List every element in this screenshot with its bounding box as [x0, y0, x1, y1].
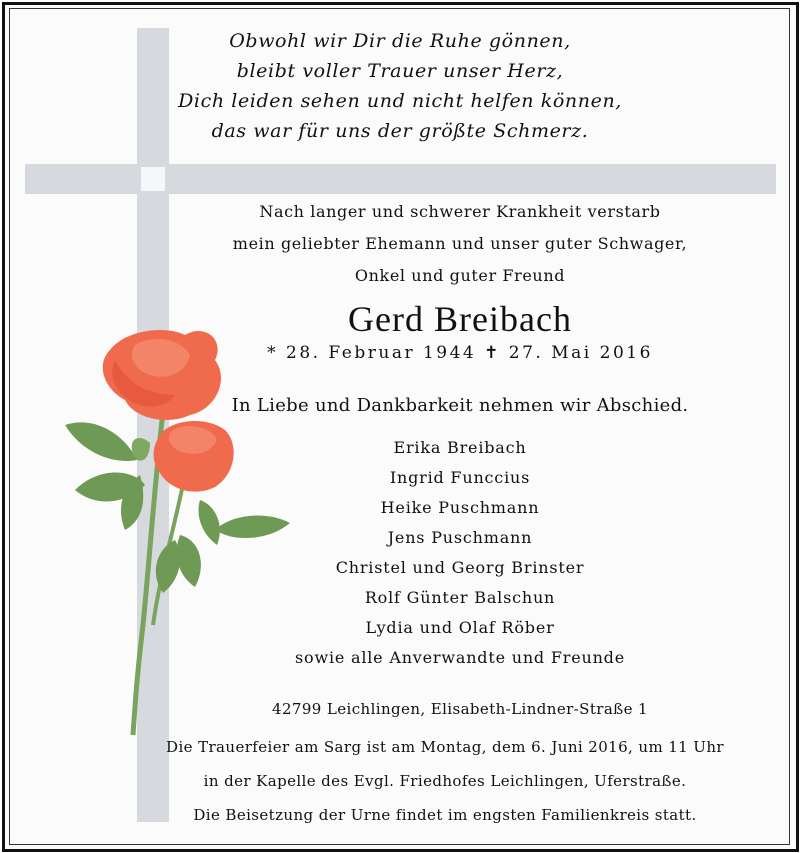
- mourner-name: Heike Puschmann: [380, 498, 540, 517]
- farewell-text: In Liebe und Dankbarkeit nehmen wir Abschied.: [231, 395, 689, 416]
- mourner-name: Lydia und Olaf Röber: [365, 618, 555, 637]
- poem-line: das war für uns der größte Schmerz.: [211, 120, 589, 142]
- deceased-name: Gerd Breibach: [348, 299, 572, 339]
- announcement-line: mein geliebter Ehemann und unser guter Schwager,: [232, 234, 688, 253]
- cross-crossbar: [25, 164, 776, 194]
- announcement-line: Onkel und guter Freund: [354, 266, 566, 285]
- mourner-name: sowie alle Anverwandte und Freunde: [295, 648, 625, 667]
- mourner-name: Christel und Georg Brinster: [335, 558, 585, 577]
- announcement-line: Nach langer und schwerer Krankheit verstarb: [259, 202, 661, 221]
- poem-line: Obwohl wir Dir die Ruhe gönnen,: [229, 30, 571, 52]
- ceremony-line: Die Trauerfeier am Sarg ist am Montag, dem 6. Juni 2016, um 11 Uhr: [166, 738, 724, 756]
- mourner-name: Rolf Günter Balschun: [364, 588, 556, 607]
- life-dates: * 28. Februar 1944 ✝ 27. Mai 2016: [267, 343, 653, 363]
- mourner-name: Erika Breibach: [393, 438, 527, 457]
- address: 42799 Leichlingen, Elisabeth-Lindner-Straße 1: [272, 700, 648, 718]
- mourner-name: Ingrid Funccius: [389, 468, 531, 487]
- poem-line: bleibt voller Trauer unser Herz,: [236, 60, 564, 82]
- mourner-name: Jens Puschmann: [387, 528, 533, 547]
- ceremony-line: in der Kapelle des Evgl. Friedhofes Leichlingen, Uferstraße.: [203, 772, 687, 790]
- poem-line: Dich leiden sehen und nicht helfen können,: [178, 90, 622, 112]
- ceremony-line: Die Beisetzung der Urne findet im engsten Familienkreis statt.: [193, 806, 697, 824]
- cross-center: [141, 167, 165, 191]
